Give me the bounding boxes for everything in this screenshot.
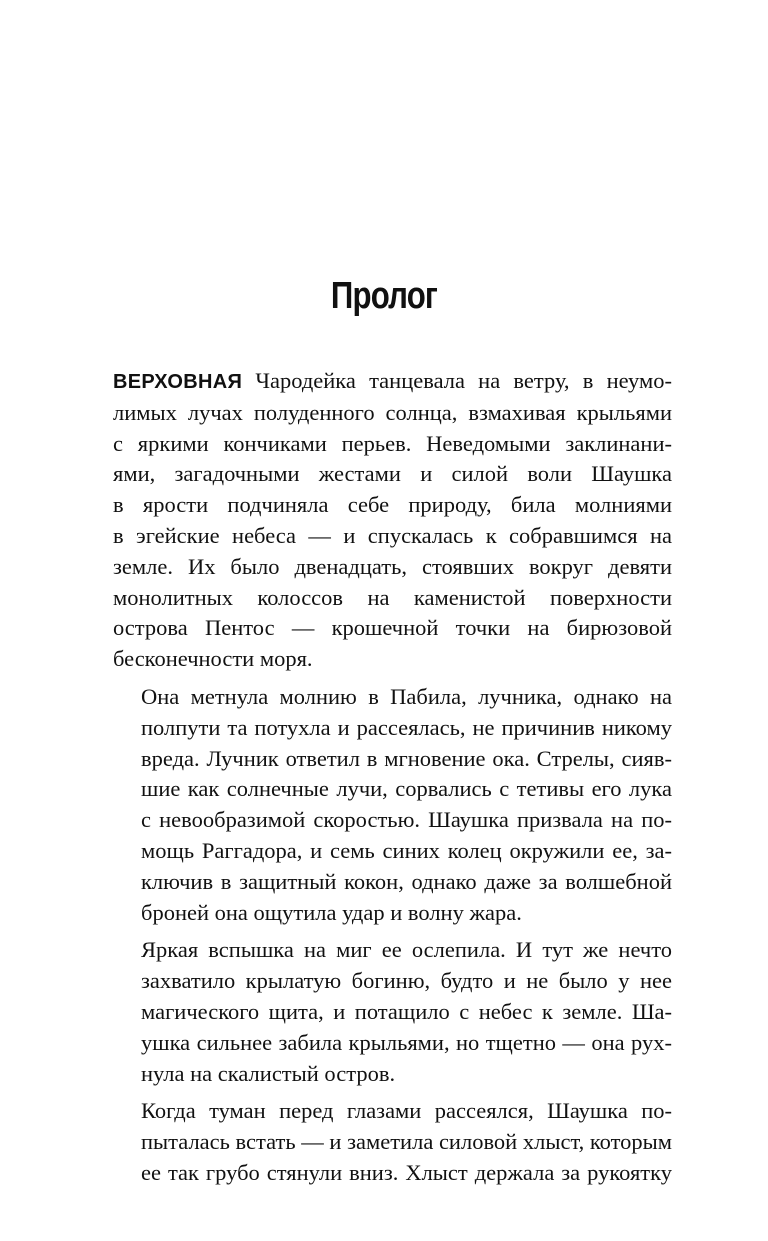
text-line: полпути та потухла и рассеялась, не причинив никому bbox=[141, 714, 672, 740]
text-line: броней она ощутила удар и волну жара. bbox=[141, 899, 522, 925]
text-line: ключив в защитный кокон, однако даже за волшебной bbox=[141, 868, 672, 894]
text-line: захватило крылатую богиню, будто и не было у нее bbox=[141, 968, 672, 994]
text-line: в ярости подчиняла себе природу, била молниями bbox=[113, 492, 672, 518]
text-line: пыталась встать — и заметила силовой хлыст, которым bbox=[141, 1129, 672, 1155]
text-line: мощь Раггадора, и семь синих колец окружили ее, за- bbox=[141, 837, 672, 863]
text-line: нула на скалистый остров. bbox=[141, 1060, 396, 1086]
text-line: монолитных колоссов на каменистой поверхности bbox=[113, 584, 672, 610]
text-line: земле. Их было двенадцать, стоявших вокруг девяти bbox=[113, 553, 672, 579]
text-line: с яркими кончиками перьев. Неведомыми заклинани- bbox=[113, 430, 672, 456]
text-line: Когда туман перед глазами рассеялся, Шаушка по- bbox=[141, 1098, 672, 1124]
text-line: с невообразимой скоростью. Шаушка призвала на по- bbox=[141, 807, 672, 833]
paragraph-3 bbox=[113, 935, 672, 1089]
text-line: лимых лучах полуденного солнца, взмахивая крыльями bbox=[113, 399, 672, 425]
text-line: ушка сильнее забила крыльями, но тщетно — она рух- bbox=[141, 1029, 672, 1055]
paragraph-4 bbox=[113, 1096, 672, 1188]
lead-word: ВЕРХОВНАЯ bbox=[113, 371, 243, 393]
text-line: вреда. Лучник ответил в мгновение ока. Стрелы, сияв- bbox=[141, 745, 672, 771]
text-line: Она метнула молнию в Пабила, лучника, однако на bbox=[141, 683, 672, 709]
text-line: ее так грубо стянули вниз. Хлыст держала за рукоятку bbox=[141, 1159, 672, 1185]
text-line: ями, загадочными жестами и силой воли Шаушка bbox=[113, 461, 672, 487]
text-line: бесконечности моря. bbox=[113, 646, 313, 672]
text-line: острова Пентос — крошечной точки на бирюзовой bbox=[113, 615, 672, 641]
chapter-body bbox=[113, 366, 672, 1189]
chapter-title: Пролог bbox=[330, 275, 438, 317]
paragraph-1-line-1: ВЕРХОВНАЯ Чародейка танцевала на ветру, в неумо- bbox=[113, 368, 672, 393]
text-line: в эгейские небеса — и спускалась к собравшимся на bbox=[113, 522, 672, 548]
text-line: Яркая вспышка на миг ее ослепила. И тут же нечто bbox=[141, 937, 672, 963]
paragraph-1 bbox=[113, 366, 672, 675]
paragraph-2 bbox=[113, 682, 672, 928]
text-line: шие как солнечные лучи, сорвались с тетивы его лука bbox=[141, 776, 672, 802]
text-line: магического щита, и потащило с небес к земле. Ша- bbox=[141, 998, 672, 1024]
